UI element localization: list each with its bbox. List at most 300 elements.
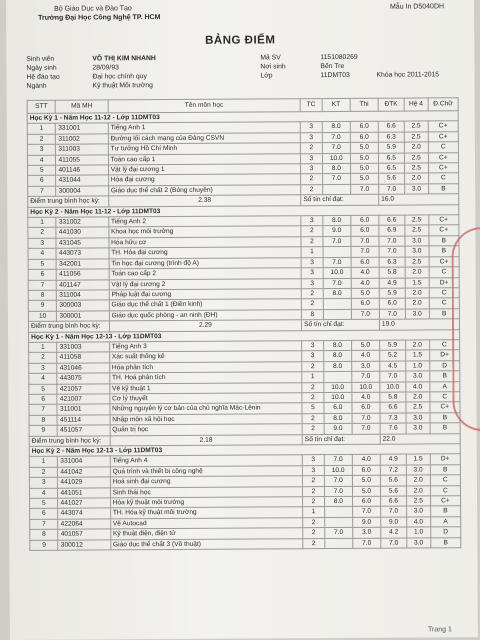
table-cell: 5.0 xyxy=(352,475,380,486)
student-name: VÕ THỊ KIM NHANH xyxy=(92,55,156,63)
table-cell: 2.0 xyxy=(406,475,430,486)
table-cell: 5.9 xyxy=(379,288,405,299)
table-cell: 5 xyxy=(28,259,57,270)
table-cell: Tiếng Anh 2 xyxy=(108,216,300,228)
label-class: Lớp xyxy=(260,72,273,80)
table-cell: 3 xyxy=(302,455,324,466)
table-cell: 7 xyxy=(30,519,59,530)
table-cell: 5.0 xyxy=(350,174,378,185)
table-cell: 7 xyxy=(29,405,58,416)
table-cell: 8.0 xyxy=(324,496,352,507)
table-cell: 4.0 xyxy=(352,455,380,466)
table-cell: 431045 xyxy=(56,238,108,249)
table-cell: 401147 xyxy=(57,279,109,290)
table-cell: Tiếng Anh 1 xyxy=(108,122,300,134)
table-cell: 3.0 xyxy=(405,236,429,247)
table-cell: 6.0 xyxy=(352,403,380,414)
table-cell: 7.0 xyxy=(352,507,380,518)
table-cell: 443074 xyxy=(58,508,110,519)
table-row xyxy=(30,537,461,550)
table-cell: 8 xyxy=(302,309,324,320)
table-cell: 441029 xyxy=(58,477,110,488)
table-cell: 3 xyxy=(300,122,322,133)
table-cell: 7.0 xyxy=(324,455,352,466)
table-cell: 300012 xyxy=(58,540,110,551)
table-cell: 3.0 xyxy=(353,527,381,538)
table-cell: Giáo dục thể chất 2 (Bóng chuyền) xyxy=(108,185,300,197)
table-cell: 3 xyxy=(301,164,323,175)
table-cell: Những nguyên lý cơ bản của chủ nghĩa Mác-Lênin xyxy=(110,403,302,415)
table-cell: C+ xyxy=(429,225,459,236)
student-dob: 28/09/93 xyxy=(92,64,119,72)
table-cell: 7.2 xyxy=(380,465,406,476)
table-cell: 5.8 xyxy=(380,392,406,403)
table-cell: 8.0 xyxy=(323,361,351,372)
table-cell: 3 xyxy=(301,216,323,227)
table-cell: 7.0 xyxy=(322,143,350,154)
table-cell: 1.5 xyxy=(406,454,430,465)
table-cell: 1 xyxy=(29,342,58,353)
table-cell: 7.0 xyxy=(352,371,380,382)
table-cell: 9.0 xyxy=(323,226,351,237)
table-cell: 311004 xyxy=(57,290,109,301)
table-cell: C+ xyxy=(429,256,459,267)
table-cell: Hóa đại cương xyxy=(108,174,300,186)
grades-table xyxy=(27,97,462,551)
table-cell: 311001 xyxy=(57,404,109,415)
table-cell: 4.0 xyxy=(351,267,379,278)
table-cell: 7.0 xyxy=(322,132,350,143)
table-cell: 7.0 xyxy=(322,174,350,185)
table-cell: 331003 xyxy=(57,342,109,353)
form-code: Mẫu In D5040DH xyxy=(389,3,445,11)
table-cell: 331004 xyxy=(58,456,110,467)
table-cell: 3.0 xyxy=(406,413,430,424)
table-cell: 8 xyxy=(30,529,59,540)
table-cell: 2.5 xyxy=(405,215,429,226)
table-cell: 7.0 xyxy=(352,423,380,434)
table-cell: 441051 xyxy=(58,487,110,498)
gpa-value: 2.18 xyxy=(110,434,302,446)
table-cell: 10.0 xyxy=(324,382,352,393)
table-cell: Toán cao cấp 1 xyxy=(108,153,300,165)
table-cell: 441030 xyxy=(56,227,108,238)
table-cell: 2 xyxy=(301,236,323,247)
table-cell: 7.0 xyxy=(323,278,351,289)
table-cell: 3.0 xyxy=(407,538,431,549)
table-cell: 6.0 xyxy=(350,132,378,143)
table-cell: 4.2 xyxy=(381,527,407,538)
table-cell: Vật lý đại cương 1 xyxy=(108,164,300,176)
table-cell: 3 xyxy=(301,268,323,279)
table-cell: 1.5 xyxy=(405,277,429,288)
table-cell: TH. Hóa đại cương xyxy=(109,247,301,259)
table-cell: 6.0 xyxy=(351,257,379,268)
col-header: KT xyxy=(322,98,350,111)
table-cell: 401057 xyxy=(58,529,110,540)
table-cell: Hóa phân tích xyxy=(109,361,301,373)
table-cell: 2 xyxy=(301,174,323,185)
table-cell xyxy=(322,184,350,195)
table-cell: 331001 xyxy=(56,123,108,134)
table-cell: 311002 xyxy=(56,134,108,145)
table-cell: 2.0 xyxy=(404,173,428,184)
table-cell: 4.9 xyxy=(379,278,405,289)
table-cell: C+ xyxy=(428,121,458,132)
table-cell: 2.5 xyxy=(406,402,430,413)
table-cell: 2.5 xyxy=(405,225,429,236)
table-cell xyxy=(324,517,352,528)
table-cell: 2 xyxy=(302,361,324,372)
table-cell: A xyxy=(430,517,460,528)
table-cell: Quá trình và thiết bị công nghệ xyxy=(110,466,302,478)
table-cell: B xyxy=(429,371,459,382)
table-cell: 2 xyxy=(303,486,325,497)
table-cell: B xyxy=(430,465,460,476)
table-cell: 7.0 xyxy=(323,236,351,247)
table-cell: C xyxy=(430,475,460,486)
table-cell: 3 xyxy=(29,363,58,374)
semester-title: Học Kỳ 2 - Năm Học 12-13 - Lớp 11DMT03 xyxy=(29,444,460,457)
red-seal-stamp xyxy=(451,227,480,431)
table-cell: B xyxy=(428,184,458,195)
table-cell: 6.6 xyxy=(378,121,404,132)
table-cell: 4 xyxy=(29,488,58,499)
table-cell: Tư tưởng Hồ Chí Minh xyxy=(108,143,300,155)
table-cell: 5 xyxy=(28,165,57,176)
table-cell: Hóa hữu cơ xyxy=(109,237,301,249)
table-cell: 3.0 xyxy=(406,465,430,476)
table-cell: 4.9 xyxy=(380,454,406,465)
table-cell: 2.5 xyxy=(404,132,428,143)
semester-title: Học Kỳ 1 - Năm Học 12-13 - Lớp 11DMT03 xyxy=(29,329,460,342)
table-cell: 422064 xyxy=(58,519,110,530)
table-cell: C+ xyxy=(428,152,458,163)
table-cell: B xyxy=(429,246,459,257)
table-cell: 10.0 xyxy=(324,465,352,476)
table-cell: 2.0 xyxy=(406,486,430,497)
table-cell: B xyxy=(430,423,460,434)
table-cell: D xyxy=(429,360,459,371)
table-cell: D xyxy=(430,527,460,538)
gpa-label: Điểm trung bình học kỳ: xyxy=(29,435,110,446)
table-cell: TH. Hóa kỹ thuật môi trường xyxy=(110,507,302,519)
table-cell xyxy=(323,372,351,383)
table-cell: 2.5 xyxy=(404,163,428,174)
table-cell: 6.0 xyxy=(350,122,378,133)
table-cell: 1.0 xyxy=(407,527,431,538)
table-cell: 7.0 xyxy=(351,309,379,320)
table-cell: 3.0 xyxy=(352,361,380,372)
table-cell: 5.0 xyxy=(351,340,379,351)
table-cell: 5.0 xyxy=(350,153,378,164)
table-cell: 3 xyxy=(301,278,323,289)
table-cell: 4.0 xyxy=(351,278,379,289)
table-cell: 5.2 xyxy=(380,350,406,361)
table-cell xyxy=(325,538,353,549)
table-cell xyxy=(323,247,351,258)
student-major: Kỹ thuật Môi trường xyxy=(92,82,153,90)
table-cell: 2 xyxy=(29,353,58,364)
table-cell: 1.5 xyxy=(406,350,430,361)
table-cell: C xyxy=(430,392,460,403)
table-cell: 8.0 xyxy=(323,340,351,351)
table-cell: 7.0 xyxy=(351,247,379,258)
table-cell: Kỹ thuật điện, điện tử xyxy=(110,528,302,540)
table-cell: 6.0 xyxy=(324,403,352,414)
table-cell: Vẽ kỹ thuật 1 xyxy=(110,382,302,394)
table-cell: 6.0 xyxy=(351,299,379,310)
table-cell: 8.0 xyxy=(323,215,351,226)
page-number: Trang 1 xyxy=(427,626,452,634)
table-cell: 4.0 xyxy=(352,392,380,403)
table-cell: C xyxy=(429,267,459,278)
label-system: Hệ đào tạo xyxy=(26,73,60,81)
credits-label: Số tín chỉ đạt: xyxy=(301,194,379,205)
table-cell: 411055 xyxy=(56,155,108,166)
table-cell: 1 xyxy=(302,372,324,383)
table-cell: 9 xyxy=(29,425,58,436)
col-header: Đ.Chữ xyxy=(428,98,458,111)
table-cell: Giáo dục thể chất 3 (Võ thuật) xyxy=(110,538,302,550)
table-cell: 3 xyxy=(29,477,58,488)
table-cell: 3.0 xyxy=(405,246,429,257)
table-cell: 6 xyxy=(28,269,57,280)
table-cell: Pháp luật đại cương xyxy=(109,289,301,301)
table-cell: 3 xyxy=(302,465,324,476)
table-cell: 311003 xyxy=(56,144,108,155)
table-cell: 6.0 xyxy=(351,215,379,226)
table-cell: 7 xyxy=(28,280,57,291)
table-cell: 7.6 xyxy=(380,423,406,434)
table-cell: 3 xyxy=(27,144,56,155)
table-cell: D+ xyxy=(429,277,459,288)
table-cell: TH. Hoá phân tích xyxy=(109,372,301,384)
table-cell: C xyxy=(428,173,458,184)
table-cell: 1.0 xyxy=(406,361,430,372)
table-cell: 2 xyxy=(303,517,325,528)
table-cell: 5.0 xyxy=(351,288,379,299)
table-cell: 3.0 xyxy=(406,423,430,434)
table-cell: 2 xyxy=(303,528,325,539)
table-cell: 342001 xyxy=(57,259,109,270)
table-cell: 2 xyxy=(301,288,323,299)
table-cell: 2 xyxy=(27,134,56,145)
table-cell: Cơ lý thuyết xyxy=(110,393,302,405)
table-cell: 9.0 xyxy=(324,424,352,435)
table-cell: 300004 xyxy=(56,186,108,197)
table-cell: 411058 xyxy=(57,352,109,363)
table-cell xyxy=(323,309,351,320)
transcript-page xyxy=(6,0,478,640)
table-cell: 2 xyxy=(28,228,57,239)
table-cell: 2.0 xyxy=(405,288,429,299)
table-cell: 443075 xyxy=(57,373,109,384)
table-cell: Vẽ Autocad xyxy=(110,518,302,530)
student-system: Đại học chính quy xyxy=(92,73,147,81)
table-cell: 4 xyxy=(29,373,58,384)
table-cell: 441042 xyxy=(58,467,110,478)
gpa-label: Điểm trung bình học kỳ: xyxy=(28,196,109,207)
table-cell: 4.0 xyxy=(351,351,379,362)
table-cell: 7.0 xyxy=(324,486,352,497)
table-cell: 3.0 xyxy=(405,309,429,320)
gpa-label: Điểm trung bình học kỳ: xyxy=(28,321,109,332)
gpa-value: 2.38 xyxy=(108,195,300,207)
table-cell: 6.6 xyxy=(379,215,405,226)
table-cell: 4.0 xyxy=(406,381,430,392)
table-cell: Tiếng Anh 4 xyxy=(110,455,302,467)
table-cell: 7.0 xyxy=(350,184,378,195)
table-cell: 2.5 xyxy=(404,121,428,132)
table-cell xyxy=(323,299,351,310)
table-cell: 2.5 xyxy=(404,153,428,164)
school-name: Trường Đại Học Công Nghệ TP. HCM xyxy=(38,14,161,22)
table-cell: D+ xyxy=(429,350,459,361)
table-cell: 421057 xyxy=(57,383,109,394)
label-dob: Ngày sinh xyxy=(26,64,57,72)
table-cell: Giáo dục thể chất 1 (Điền kinh) xyxy=(109,299,301,311)
table-cell: 3 xyxy=(302,351,324,362)
table-cell: 2 xyxy=(301,184,323,195)
table-cell: 5.6 xyxy=(379,174,405,185)
table-cell: 4 xyxy=(28,248,57,259)
table-cell: 7.0 xyxy=(379,246,405,257)
table-cell: 7.0 xyxy=(379,236,405,247)
table-cell: 7.0 xyxy=(379,309,405,320)
table-cell: 6.5 xyxy=(378,153,404,164)
table-cell: 2 xyxy=(300,143,322,154)
table-cell: 6.6 xyxy=(380,402,406,413)
table-cell: 5.6 xyxy=(380,486,406,497)
credits-value: 19.0 xyxy=(379,319,459,330)
table-cell: 10.0 xyxy=(324,392,352,403)
table-cell: 6.0 xyxy=(379,298,405,309)
table-cell: 6.0 xyxy=(352,496,380,507)
credits-value: 22.0 xyxy=(380,433,460,444)
table-cell: 6 xyxy=(30,509,59,520)
gpa-value: 2.29 xyxy=(109,320,301,332)
table-cell: 8.0 xyxy=(322,122,350,133)
table-cell: 2.0 xyxy=(406,392,430,403)
label-major: Ngành xyxy=(26,82,47,90)
table-cell: 2 xyxy=(303,538,325,549)
col-header: STT xyxy=(27,100,56,113)
table-cell: 3.0 xyxy=(406,506,430,517)
table-cell: 300003 xyxy=(57,300,109,311)
table-cell: 5.0 xyxy=(350,142,378,153)
table-cell: 401146 xyxy=(56,165,108,176)
table-cell: 7.0 xyxy=(351,236,379,247)
table-cell: 10.0 xyxy=(380,382,406,393)
table-cell: Hóa kỹ thuật môi trường xyxy=(110,497,302,509)
table-cell: 5.0 xyxy=(352,486,380,497)
table-cell: Giáo dục quốc phòng - an ninh (ĐH) xyxy=(109,309,301,321)
table-cell: 4.5 xyxy=(380,361,406,372)
table-cell: Tiếng Anh 3 xyxy=(109,341,301,353)
table-cell: 2.0 xyxy=(405,340,429,351)
table-cell: 9 xyxy=(28,301,57,312)
table-cell: C+ xyxy=(428,215,458,226)
semester-title: Học Kỳ 2 - Năm Học 11-12 - Lớp 11DMT03 xyxy=(28,204,459,217)
table-cell: 8.0 xyxy=(322,163,350,174)
table-cell: 7.0 xyxy=(324,476,352,487)
table-cell: 3 xyxy=(301,153,323,164)
table-cell: Tin học đại cương (trình độ A) xyxy=(109,257,301,269)
table-cell xyxy=(324,507,352,518)
table-cell: 2 xyxy=(302,424,324,435)
table-cell: 3.0 xyxy=(405,184,429,195)
credits-label: Số tín chỉ đạt: xyxy=(302,434,380,445)
student-id: 1151080269 xyxy=(320,53,358,62)
table-cell: 2 xyxy=(301,299,323,310)
table-cell: 6.0 xyxy=(351,226,379,237)
table-cell: 2 xyxy=(303,497,325,508)
table-cell: B xyxy=(430,506,460,517)
table-cell: Khoa học môi trường xyxy=(109,226,301,238)
table-cell: Vật lý đại cương 2 xyxy=(109,278,301,290)
student-birthplace: Bến Tre xyxy=(320,62,345,71)
table-cell: 9.0 xyxy=(352,517,380,528)
col-header: TC xyxy=(300,99,322,112)
table-cell: 10.0 xyxy=(323,267,351,278)
table-cell: 331002 xyxy=(56,217,108,228)
table-cell: C xyxy=(430,485,460,496)
table-cell: 7.3 xyxy=(380,413,406,424)
table-cell: B xyxy=(430,413,460,424)
table-cell: 4.0 xyxy=(407,517,431,528)
table-cell: 6.9 xyxy=(379,226,405,237)
col-header: Hệ 4 xyxy=(404,98,428,111)
table-cell: 6 xyxy=(28,176,57,187)
table-cell: C+ xyxy=(428,132,458,143)
table-cell: 7.0 xyxy=(380,371,406,382)
table-cell: 411056 xyxy=(57,269,109,280)
grades-body xyxy=(27,111,461,551)
credits-value: 16.0 xyxy=(379,194,459,205)
table-cell: 8 xyxy=(28,290,57,301)
col-header: Thi xyxy=(350,98,378,111)
table-cell: 1 xyxy=(301,247,323,258)
table-cell: 421007 xyxy=(57,394,109,405)
student-class: 11DMT03 xyxy=(320,71,350,80)
table-cell: 1 xyxy=(28,217,57,228)
table-cell: Đường lối cách mạng của Đảng CSVN xyxy=(108,133,300,145)
table-cell: 5.9 xyxy=(378,142,404,153)
table-cell: 2.5 xyxy=(405,257,429,268)
table-cell: 10 xyxy=(28,311,57,322)
table-cell: 7 xyxy=(28,186,57,197)
table-cell: 441027 xyxy=(58,498,110,509)
table-cell: C xyxy=(429,298,459,309)
table-cell: Toán cao cấp 2 xyxy=(109,268,301,280)
ministry-name: Bộ Giáo Dục và Đào Tạo xyxy=(54,5,132,13)
table-cell: C xyxy=(429,288,459,299)
table-cell: 2.0 xyxy=(404,142,428,153)
table-cell: 10.0 xyxy=(322,153,350,164)
table-cell: 2 xyxy=(302,413,324,424)
table-cell: C+ xyxy=(430,496,460,507)
col-header: Tên môn học xyxy=(108,99,301,113)
table-cell: 7.0 xyxy=(381,538,407,549)
table-cell: Quản trị học xyxy=(110,424,302,436)
table-cell: 2 xyxy=(301,226,323,237)
table-cell: 2.0 xyxy=(405,267,429,278)
table-cell: 8 xyxy=(29,415,58,426)
table-cell: 4 xyxy=(27,155,56,166)
table-cell: 9 xyxy=(30,540,59,551)
table-cell: 300001 xyxy=(57,311,109,322)
